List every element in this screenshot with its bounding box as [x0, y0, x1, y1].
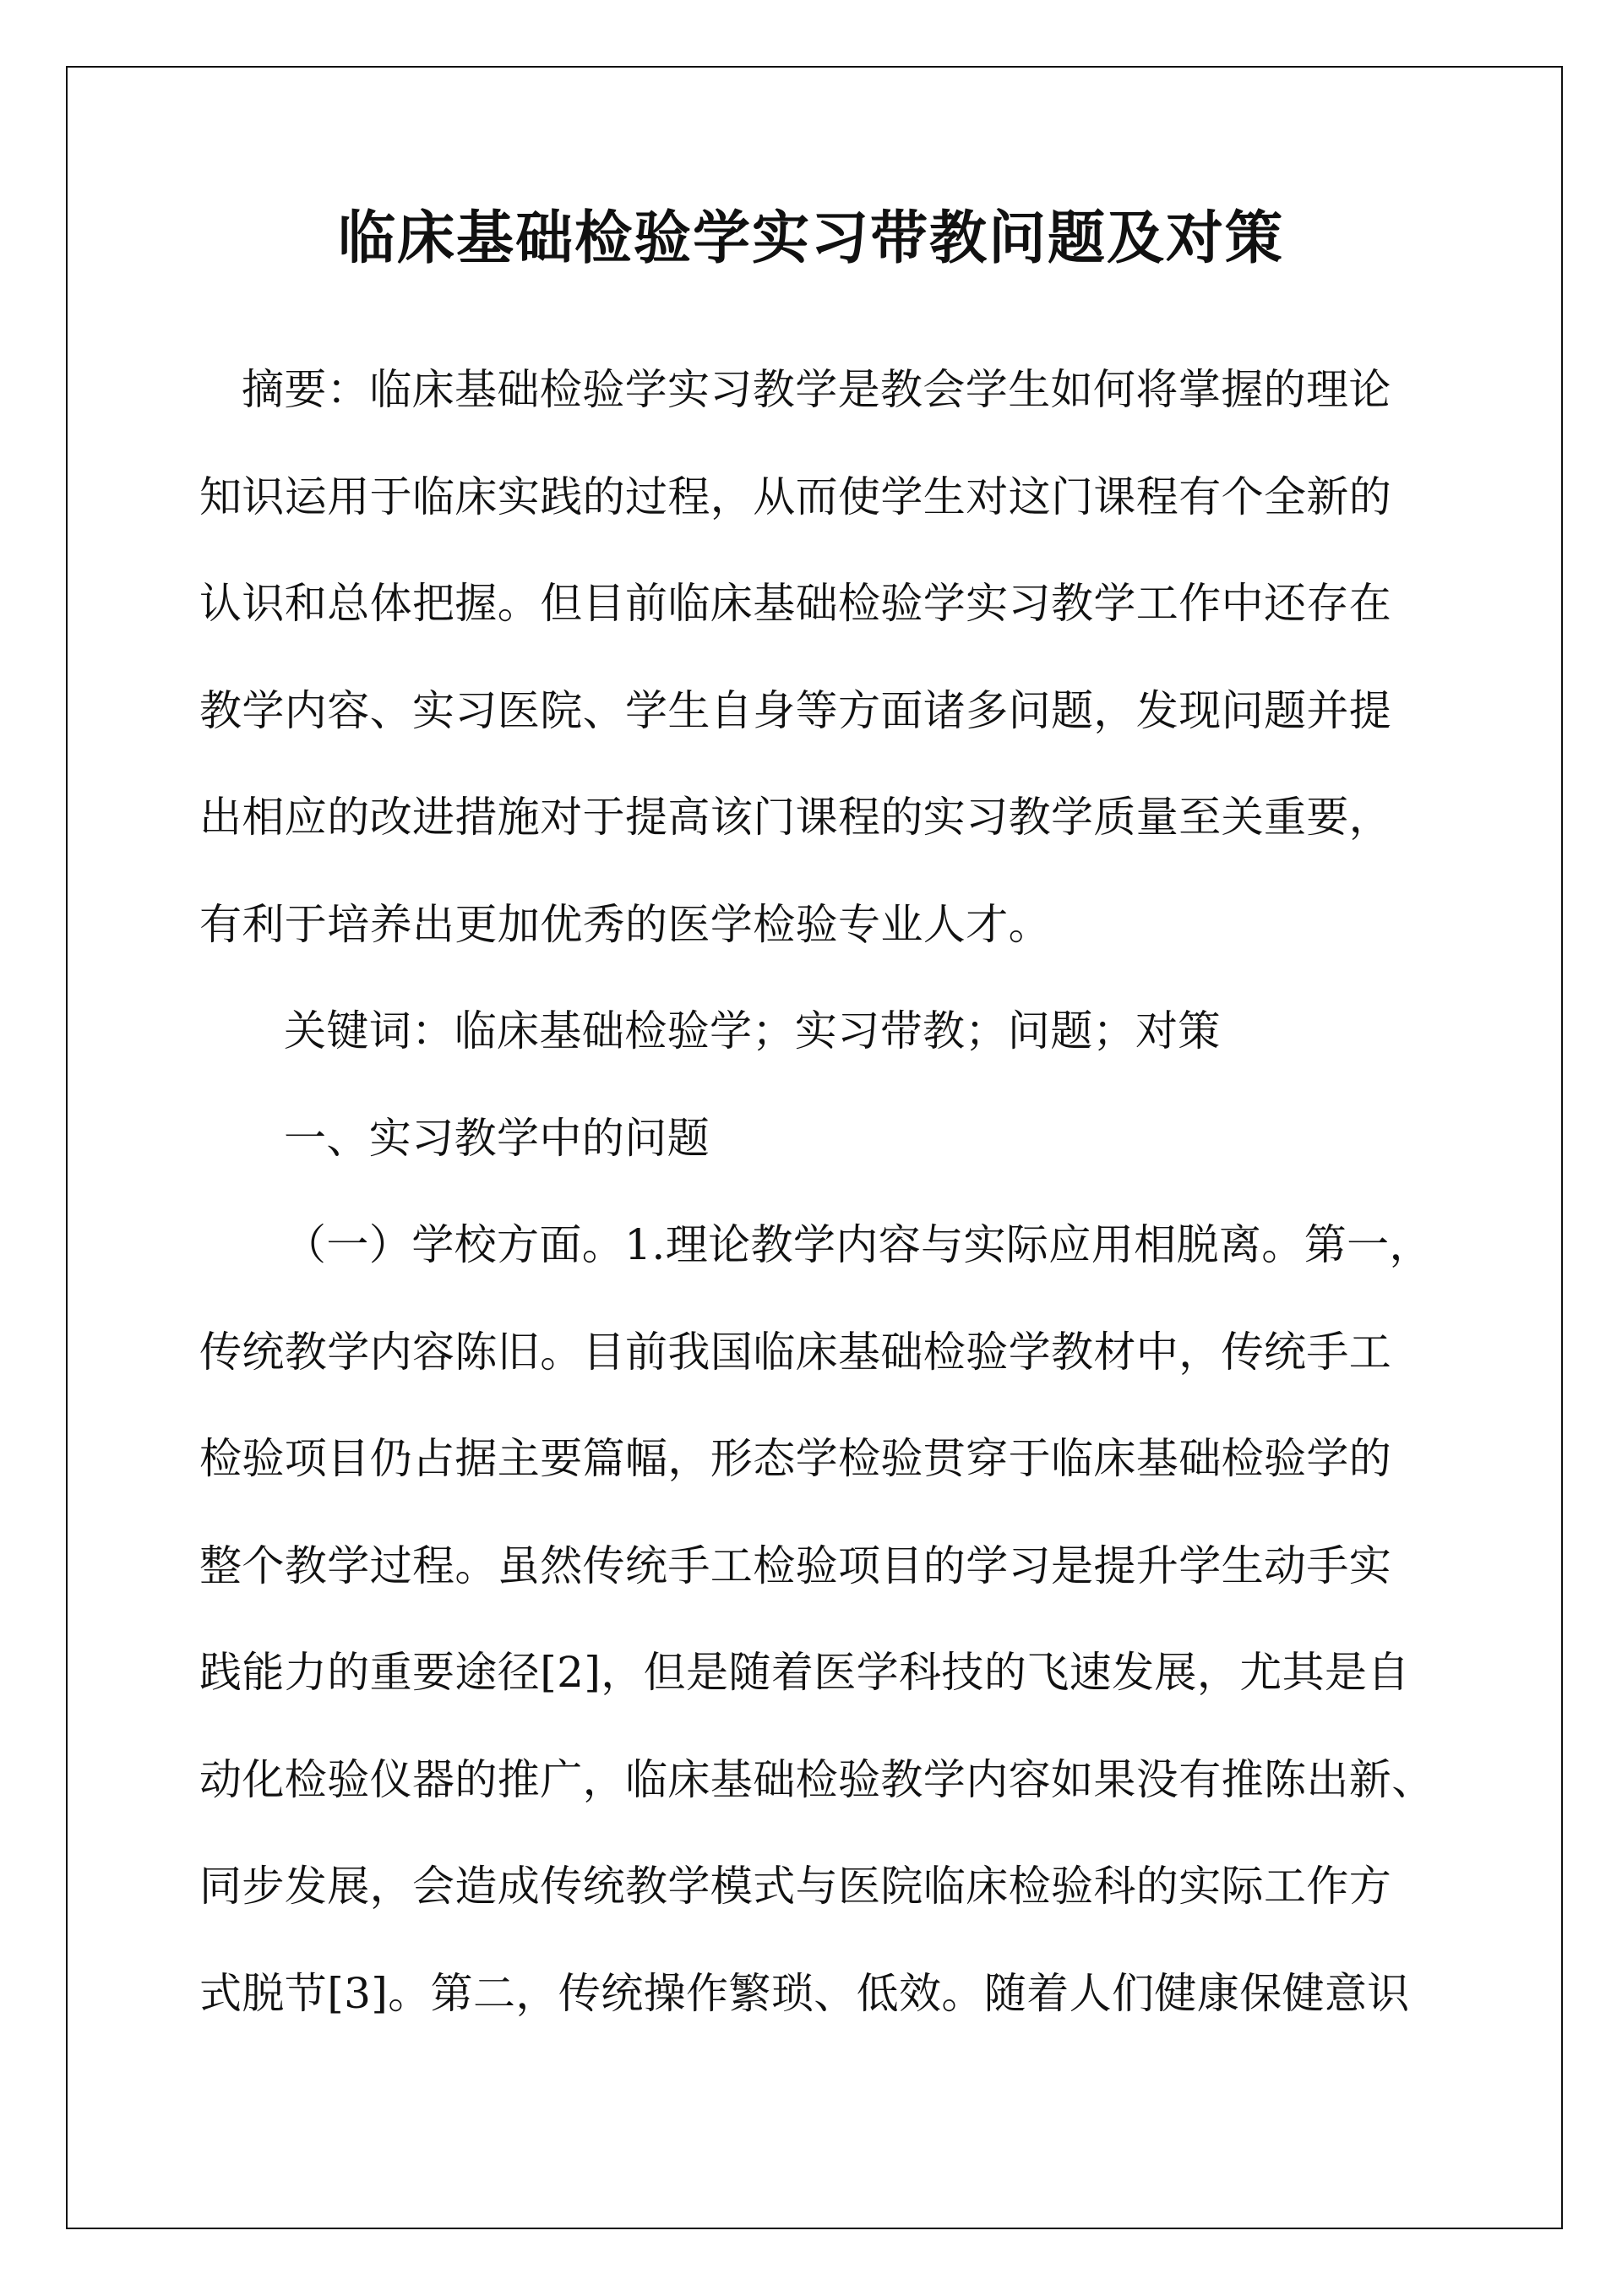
keywords-line: 关键词：临床基础检验学；实习带教；问题；对策: [284, 1006, 1221, 1055]
text-line: 整个教学过程。虽然传统手工检验项目的学习是提升学生动手实: [199, 1541, 1392, 1590]
section-heading: 一、实习教学中的问题: [284, 1113, 710, 1163]
text-line: 践能力的重要途径[2]，但是随着医学科技的飞速发展，尤其是自: [199, 1648, 1410, 1697]
text-line: 认识和总体把握。但目前临床基础检验学实习教学工作中还存在: [199, 579, 1392, 628]
document-title: 临床基础检验学实习带教问题及对策: [337, 205, 1284, 272]
text-line: 有利于培养出更加优秀的医学检验专业人才。: [199, 899, 1051, 949]
text-line: 传统教学内容陈旧。目前我国临床基础检验学教材中，传统手工: [199, 1327, 1392, 1377]
text-line: 动化检验仪器的推广，临床基础检验教学内容如果没有推陈出新、: [199, 1754, 1434, 1804]
text-line: 出相应的改进措施对于提高该门课程的实习教学质量至关重要，: [199, 793, 1392, 842]
text-line: 教学内容、实习医院、学生自身等方面诸多问题，发现问题并提: [199, 685, 1392, 735]
text-line: 同步发展，会造成传统教学模式与医院临床检验科的实际工作方: [199, 1862, 1392, 1911]
text-line-abstract-start: 摘要：临床基础检验学实习教学是教会学生如何将掌握的理论: [242, 365, 1391, 414]
text-line: 检验项目仍占据主要篇幅，形态学检验贯穿于临床基础检验学的: [199, 1434, 1392, 1483]
text-line: 式脱节[3]。第二，传统操作繁琐、低效。随着人们健康保健意识: [199, 1968, 1410, 2018]
subsection-start-line: （一）学校方面。1.理论教学内容与实际应用相脱离。第一，: [284, 1220, 1432, 1269]
document-body: [199, 336, 1433, 2047]
text-line: 知识运用于临床实践的过程，从而使学生对这门课程有个全新的: [199, 472, 1392, 521]
